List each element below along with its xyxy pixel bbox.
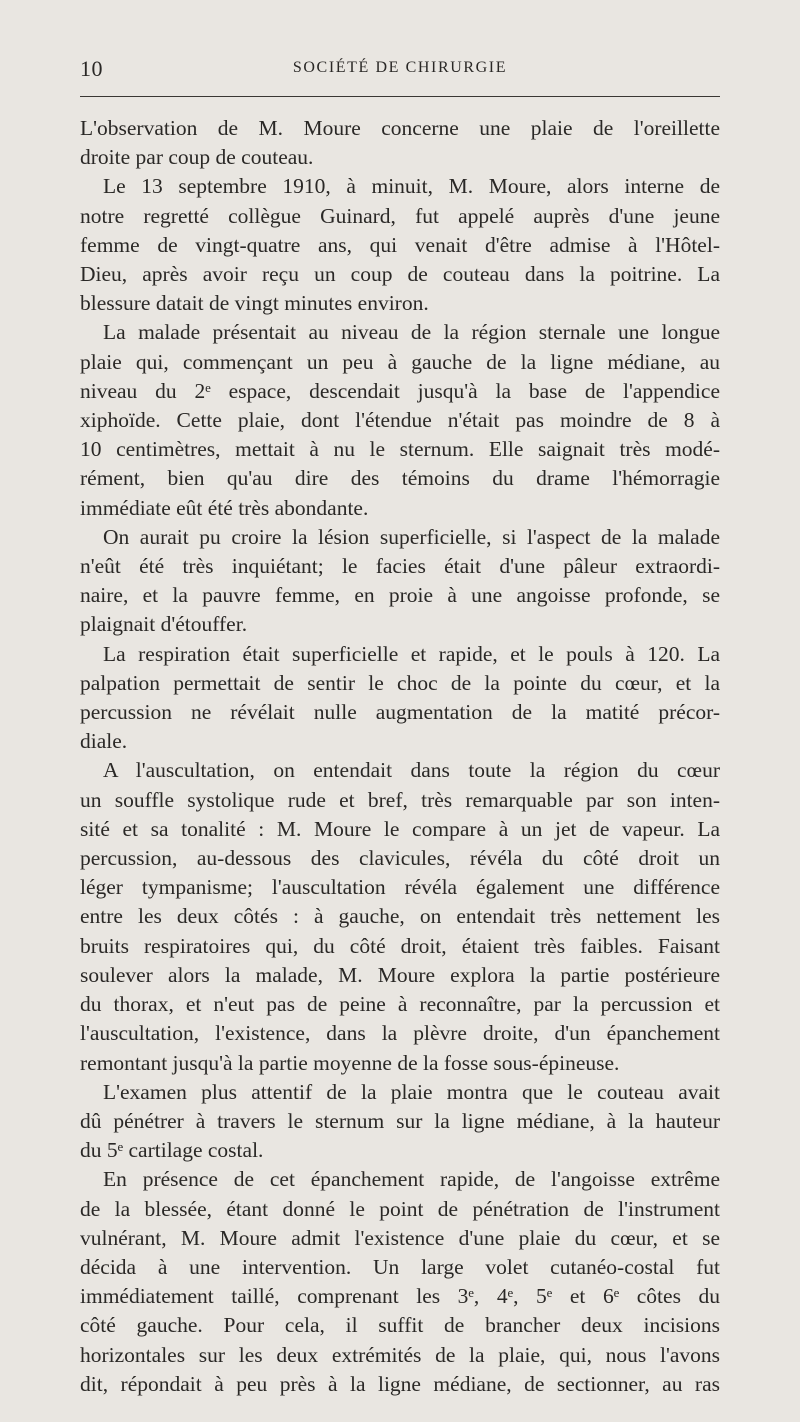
text-line: Le 13 septembre 1910, à minuit, M. Moure, alors interne de bbox=[103, 174, 720, 199]
text-line: n'eût été très inquiétant; le facies était d'une pâleur extraordi- bbox=[80, 554, 720, 579]
text-line: A l'auscultation, on entendait dans toute la région du cœur bbox=[103, 758, 720, 783]
text-line: léger tympanisme; l'auscultation révéla également une différence bbox=[80, 875, 720, 900]
page-header bbox=[80, 52, 720, 86]
text-line: rément, bien qu'au dire des témoins du drame l'hémorragie bbox=[80, 466, 720, 491]
text-line: côté gauche. Pour cela, il suffit de brancher deux incisions bbox=[80, 1313, 720, 1338]
article-body bbox=[80, 114, 720, 1399]
text-line: du 5ᵉ cartilage costal. bbox=[80, 1138, 264, 1163]
paragraph bbox=[80, 523, 720, 640]
text-line: bruits respiratoires qui, du côté droit, étaient très faibles. Faisant bbox=[80, 933, 720, 958]
text-line: xiphoïde. Cette plaie, dont l'étendue n'était pas moindre de 8 à bbox=[80, 408, 720, 433]
text-line: soulever alors la malade, M. Moure explora la partie postérieure bbox=[80, 962, 720, 987]
text-line: entre les deux côtés : à gauche, on entendait très nettement les bbox=[80, 904, 720, 929]
paragraph bbox=[80, 318, 720, 522]
header-rule bbox=[80, 96, 720, 97]
text-line: l'auscultation, l'existence, dans la plèvre droite, d'un épanchement bbox=[80, 1021, 720, 1046]
text-line: immédiatement taillé, comprenant les 3ᵉ, 4ᵉ, 5ᵉ et 6ᵉ côtes du bbox=[80, 1284, 720, 1309]
text-line: diale. bbox=[80, 729, 128, 754]
text-line: droite par coup de couteau. bbox=[80, 145, 314, 170]
text-line: du thorax, et n'eut pas de peine à reconnaître, par la percussion et bbox=[80, 992, 720, 1017]
text-line: La malade présentait au niveau de la région sternale une longue bbox=[103, 320, 720, 345]
text-line: En présence de cet épanchement rapide, de l'angoisse extrême bbox=[103, 1167, 720, 1192]
text-line: plaignait d'étouffer. bbox=[80, 612, 248, 637]
text-line: Dieu, après avoir reçu un coup de couteau dans la poitrine. La bbox=[80, 262, 720, 287]
text-line: remontant jusqu'à la partie moyenne de la fosse sous-épineuse. bbox=[80, 1050, 620, 1075]
text-line: horizontales sur les deux extrémités de la plaie, qui, nous l'avons bbox=[80, 1342, 720, 1367]
text-line: L'observation de M. Moure concerne une plaie de l'oreillette bbox=[80, 116, 720, 140]
text-line: notre regretté collègue Guinard, fut appelé auprès d'une jeune bbox=[80, 203, 720, 228]
text-line: dû pénétrer à travers le sternum sur la ligne médiane, à la hauteur bbox=[80, 1108, 720, 1133]
paragraph bbox=[80, 1078, 720, 1166]
paragraph bbox=[80, 114, 720, 172]
text-line: plaie qui, commençant un peu à gauche de la ligne médiane, au bbox=[80, 349, 720, 374]
paragraph bbox=[80, 172, 720, 318]
text-line: de la blessée, étant donné le point de pénétration de l'instrument bbox=[80, 1196, 720, 1221]
paragraph bbox=[80, 1165, 720, 1399]
text-line: blessure datait de vingt minutes environ. bbox=[80, 291, 429, 316]
paragraph bbox=[80, 640, 720, 757]
text-line: percussion ne révélait nulle augmentation de la matité précor- bbox=[80, 700, 720, 725]
text-line: sité et sa tonalité : M. Moure le compare à un jet de vapeur. La bbox=[80, 816, 720, 841]
text-line: dit, répondait à peu près à la ligne médiane, de sectionner, au ras bbox=[80, 1371, 720, 1396]
text-line: La respiration était superficielle et rapide, et le pouls à 120. La bbox=[103, 641, 720, 666]
text-line: immédiate eût été très abondante. bbox=[80, 495, 369, 520]
page-number: 10 bbox=[80, 56, 103, 81]
text-line: On aurait pu croire la lésion superficielle, si l'aspect de la malade bbox=[103, 524, 720, 549]
text-line: naire, et la pauvre femme, en proie à une angoisse profonde, se bbox=[80, 583, 720, 608]
text-line: palpation permettait de sentir le choc de la pointe du cœur, et la bbox=[80, 670, 720, 695]
text-line: un souffle systolique rude et bref, très remarquable par son inten- bbox=[80, 787, 720, 812]
text-line: femme de vingt-quatre ans, qui venait d'être admise à l'Hôtel- bbox=[80, 232, 720, 257]
text-line: décida à une intervention. Un large volet cutanéo-costal fut bbox=[80, 1254, 720, 1279]
text-line: 10 centimètres, mettait à nu le sternum. Elle saignait très modé- bbox=[80, 437, 720, 462]
text-line: L'examen plus attentif de la plaie montra que le couteau avait bbox=[103, 1079, 720, 1104]
running-head: SOCIÉTÉ DE CHIRURGIE bbox=[292, 59, 508, 76]
text-line: percussion, au-dessous des clavicules, révéla du côté droit un bbox=[80, 846, 720, 871]
paragraph bbox=[80, 756, 720, 1077]
text-line: vulnérant, M. Moure admit l'existence d'une plaie du cœur, et se bbox=[80, 1225, 720, 1250]
text-line: niveau du 2ᵉ espace, descendait jusqu'à la base de l'appendice bbox=[80, 378, 720, 403]
